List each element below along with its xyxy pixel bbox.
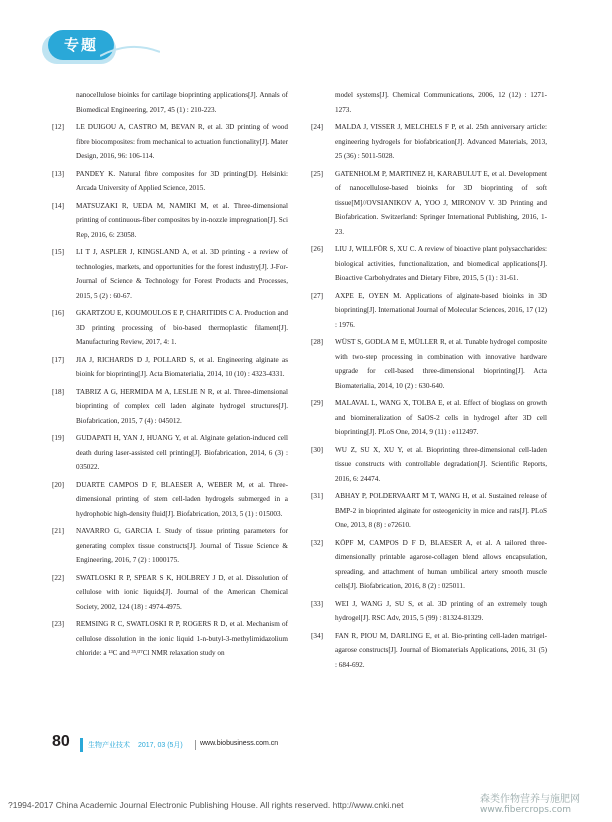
reference-text: MALAVAL L, WANG X, TOLBA E, et al. Effect of bioglass on growth and biomineralization of SaOS-2 cells in hydrogel after 3D cell bioprinting[J]. PLoS One, 2014, 9 (11) : e112497. [335,399,547,436]
reference-number: [26] [311,245,323,253]
watermark [480,794,580,816]
footer-separator [195,740,196,750]
reference-text: LIU J, WILLFÖR S, XU C. A review of bioactive plant polysaccharides: biological activities, functionalization, and biomedical applications[J]. Bioactive Carbohydrates and Dietary Fibre, 2015, 5 (1) : 31-61. [335,245,547,282]
reference-text: GUDAPATI H, YAN J, HUANG Y, et al. Alginate gelation-induced cell death during laser-assisted cell printing[J]. Biofabrication, 2014, 6 (3) : 035022. [76,434,288,471]
section-badge: 专题 [48,30,114,60]
reference-number: [25] [311,169,323,178]
reference-text: ABHAY P, POLDERVAART M T, WANG H, et al. Sustained release of BMP-2 in bioprinted alginate for osteogenicity in mice and rats[J]. PLoS One, 2013, 8 (8) : e72610. [335,492,547,529]
reference-text: nanocellulose bioinks for cartilage bioprinting applications[J]. Annals of Biomedical Engineering, 2017, 45 (1) : 210-223. [76,91,288,114]
reference-number: [19] [52,434,64,442]
reference-item [52,385,288,429]
reference-text: LE DUIGOU A, CASTRO M, BEVAN R, et al. 3D printing of wood fibre biocomposites: from mechanical to actuation functionality[J]. Mater Design, 2016, 96: 106-114. [76,123,288,160]
watermark-line2: www.fibercrops.com [480,805,571,815]
reference-text: SWATLOSKI R P, SPEAR S K, HOLBREY J D, et al. Dissolution of cellulose with ionic liquids[J]. Journal of the American Chemical Society, 2002, 124 (18) : 4974-4975. [76,573,288,611]
reference-item [52,431,288,475]
reference-item [52,199,288,243]
reference-item [311,396,547,440]
reference-item [52,617,288,661]
reference-item [52,120,288,164]
reference-item [311,443,547,487]
footer-url: www.biobusiness.com.cn [200,740,279,747]
reference-text: PANDEY K. Natural fibre composites for 3D printing[D]. Helsinki: Arcada University of Applied Science, 2015. [76,169,288,192]
header-arc-decoration [100,44,160,58]
reference-text: DUARTE CAMPOS D F, BLAESER A, WEBER M, et al. Three-dimensional printing of stem cell-laden hydrogels submerged in a hydrophobic high-density fluid[J]. Biofabrication, 2013, 5 (1) : 015003. [76,480,288,518]
reference-text: TABRIZ A G, HERMIDA M A, LESLIE N R, et al. Three-dimensional bioprinting of complex cell laden alginate hydrogel structures[J]. Biofabrication, 2015, 7 (4) : 045012. [76,387,288,425]
reference-number: [13] [52,169,64,178]
reference-item [52,88,288,117]
references-left-column [52,88,288,664]
reference-item [311,489,547,533]
footer-accent-bar [80,738,83,752]
reference-text: LI T J, ASPLER J, KINGSLAND A, et al. 3D printing - a review of technologies, markets, and opportunities for the forest industry[J]. J-For-Journal of Science & Technology for Forest Products and Processes, 2015, 5 (2) : 60-67. [76,248,288,300]
footer-journal-name: 生物产业技术 [88,741,130,749]
reference-number: [32] [311,538,323,547]
reference-item [52,571,288,615]
reference-item [52,167,288,196]
reference-text: KÖPF M, CAMPOS D F D, BLAESER A, et al. A tailored three-dimensionally printable agarose-collagen blend allows encapsulation, spreading, and attachment of human umbilical artery smooth muscle cells[J]. Biofabrication, 2016, 8 (2) : 025011. [335,538,547,590]
reference-text: REMSING R C, SWATLOSKI R P, ROGERS R D, et al. Mechanism of cellulose dissolution in the ionic liquid 1-n-butyl-3-methylimidazolium chloride: a ¹³C and ³⁵/³⁷Cl NMR relaxation study on [76,620,288,657]
reference-number: [23] [52,620,64,628]
reference-number: [33] [311,599,323,608]
reference-text: WU Z, SU X, XU Y, et al. Bioprinting three-dimensional cell-laden tissue constructs with controllable degradation[J]. Scientific Reports, 2016, 6: 24474. [335,445,547,483]
reference-item [311,629,547,673]
reference-number: [12] [52,123,64,131]
reference-text: model systems[J]. Chemical Communications, 2006, 12 (12) : 1271-1273. [335,91,547,114]
reference-text: AXPE E, OYEN M. Applications of alginate-based bioinks in 3D bioprinting[J]. International Journal of Molecular Sciences, 2016, 17 (12) : 1976. [335,291,547,329]
reference-number: [17] [52,355,64,364]
reference-item [311,167,547,240]
reference-number: [18] [52,387,64,396]
reference-item [311,242,547,286]
reference-number: [24] [311,123,323,131]
reference-item [311,536,547,594]
reference-item [311,289,547,333]
reference-item [311,120,547,164]
reference-number: [34] [311,631,323,640]
reference-item [52,478,288,522]
reference-text: GKARTZOU E, KOUMOULOS E P, CHARITIDIS C A. Production and 3D printing processing of bio-based thermoplastic filament[J]. Manufacturing Review, 2017, 4: 1. [76,309,288,346]
references-right-column [311,88,547,675]
reference-number: [20] [52,480,64,489]
reference-number: [31] [311,492,323,500]
footer-issue: 2017, 03 (5月) [138,742,183,749]
reference-item [52,306,288,350]
reference-text: MATSUZAKI R, UEDA M, NAMIKI M, et al. Three-dimensional printing of continuous-fiber composites by in-nozzle impregnation[J]. Sci Rep, 2016, 6: 23058. [76,201,288,239]
reference-text: NAVARRO G, GARCIA I. Study of tissue printing parameters for generating complex tissue constructs[J]. Journal of Tissue Science & Engineering, 2016, 7 (2) : 1000175. [76,527,288,564]
reference-item [311,597,547,626]
reference-text: JIA J, RICHARDS D J, POLLARD S, et al. Engineering alginate as bioink for bioprinting[J]. Acta Biomaterialia, 2014, 10 (10) : 4323-4331. [76,355,288,378]
reference-item [52,353,288,382]
copyright-notice: ?1994-2017 China Academic Journal Electronic Publishing House. All rights reserved. http://www.cnki.net [8,800,404,810]
reference-number: [21] [52,527,64,535]
reference-item [52,524,288,568]
reference-number: [22] [52,573,64,582]
reference-number: [27] [311,291,323,300]
reference-text: WÜST S, GODLA M E, MÜLLER R, et al. Tunable hydrogel composite with two-step processing in combination with innovative hardware upgrade for cell-based three-dimensional bioprinting[J]. Acta Biomaterialia, 2014, 10 (2) : 630-640. [335,338,547,390]
reference-number: [28] [311,338,323,346]
reference-item [311,335,547,393]
page-number: 80 [52,733,70,750]
reference-number: [14] [52,201,64,210]
reference-number: [30] [311,445,323,454]
reference-number: [29] [311,399,323,407]
reference-text: WEI J, WANG J, SU S, et al. 3D printing of an extremely tough hydrogel[J]. RSC Adv, 2015, 5 (99) : 81324-81329. [335,599,547,622]
reference-item [311,88,547,117]
reference-item [52,245,288,303]
reference-text: FAN R, PIOU M, DARLING E, et al. Bio-printing cell-laden matrigel-agarose constructs[J]. Journal of Biomaterials Applications, 2016, 31 (5) : 684-692. [335,631,547,669]
reference-text: MALDA J, VISSER J, MELCHELS F P, et al. 25th anniversary article: engineering hydrogels for biofabrication[J]. Advanced Materials, 2013, 25 (36) : 5011-5028. [335,123,547,160]
reference-text: GATENHOLM P, MARTINEZ H, KARABULUT E, et al. Development of nanocellulose-based bioinks for 3D bioprinting of soft tissue[M]//OVSIANIKOV A, YOO J, MIRONOV V. 3D Printing and Biofabrication. Switzerland: Springer International Publishing, 2016, 1-23. [335,169,547,236]
reference-number: [15] [52,248,64,256]
reference-number: [16] [52,309,64,317]
watermark-line1: 森类作物营养与施肥网 [480,794,580,805]
